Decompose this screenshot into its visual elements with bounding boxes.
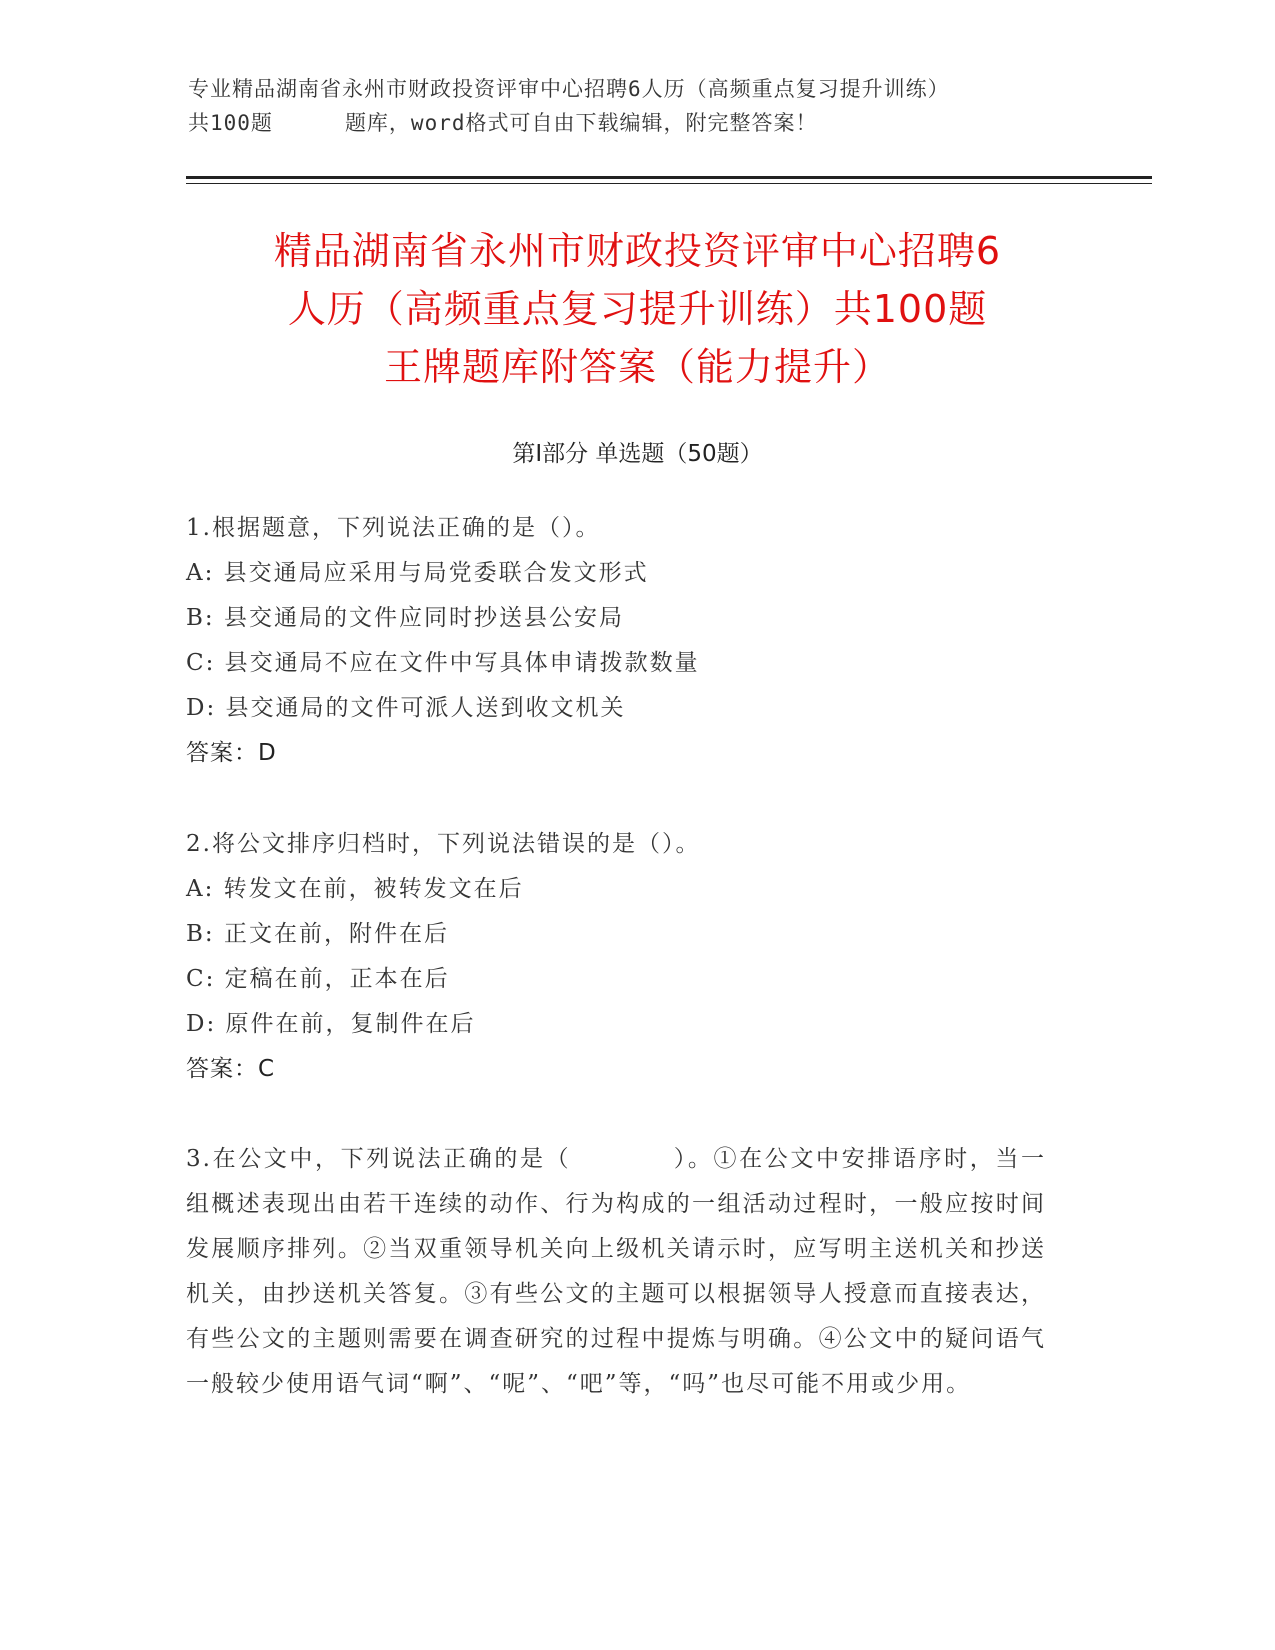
answer: 答案：C bbox=[186, 1056, 276, 1082]
option-b: B: 正文在前，附件在后 bbox=[186, 921, 449, 947]
header-line-2-right: 题库，word格式可自由下载编辑，附完整答案！ bbox=[344, 111, 818, 135]
question-stem: 3.在公文中，下列说法正确的是（ ）。①在公文中安排语序时，当一组概述表现出由若干连续的动作、行为构成的一组活动过程时，一般应按时间发展顺序排列。②当双重领导机关向上级机关请示时，应写明主送机关和抄送机关，由抄送机关答复。③有些公文的主题可以根据领导人授意而直接表达，有些公文的主题则需要在调查研究的过程中提炼与明确。④公文中的疑问语气一般较少使用语气词“啊”、“呢”、“吧”等，“吗”也尽可能不用或少用。 bbox=[186, 1146, 1046, 1397]
question-stem: 2.将公文排序归档时，下列说法错误的是（）。 bbox=[186, 831, 701, 857]
question-2 bbox=[186, 822, 1066, 1092]
option-a: A: 转发文在前，被转发文在后 bbox=[186, 876, 524, 902]
header-line-2-left: 共100题 bbox=[188, 111, 273, 135]
option-d: D: 原件在前，复制件在后 bbox=[186, 1011, 476, 1037]
question-1 bbox=[186, 506, 1066, 776]
question-stem: 1.根据题意，下列说法正确的是（）。 bbox=[186, 515, 601, 541]
document-header bbox=[188, 72, 1088, 140]
header-line-2 bbox=[188, 106, 1088, 140]
header-rule-thin bbox=[186, 183, 1152, 184]
document-title bbox=[150, 222, 1125, 396]
answer: 答案：D bbox=[186, 740, 277, 766]
section-heading: 第Ⅰ部分 单选题（50题） bbox=[512, 441, 763, 467]
title-line-3: 王牌题库附答案（能力提升） bbox=[383, 345, 891, 389]
option-b: B: 县交通局的文件应同时抄送县公安局 bbox=[186, 605, 624, 631]
option-c: C: 县交通局不应在文件中写具体申请拨款数量 bbox=[186, 650, 700, 676]
option-d: D: 县交通局的文件可派人送到收文机关 bbox=[186, 695, 626, 721]
header-line-1: 专业精品湖南省永州市财政投资评审中心招聘6人历（高频重点复习提升训练） bbox=[188, 77, 950, 101]
header-rule-thick bbox=[186, 176, 1152, 179]
question-3 bbox=[186, 1137, 1066, 1407]
option-c: C: 定稿在前，正本在后 bbox=[186, 966, 450, 992]
option-a: A: 县交通局应采用与局党委联合发文形式 bbox=[186, 560, 649, 586]
title-line-2: 人历（高频重点复习提升训练）共100题 bbox=[287, 287, 988, 331]
title-line-1: 精品湖南省永州市财政投资评审中心招聘6 bbox=[273, 229, 1002, 273]
